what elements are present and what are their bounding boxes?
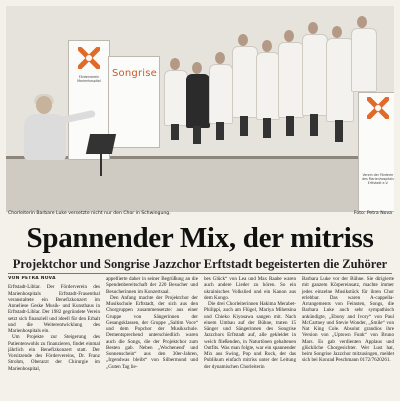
songrise-logo-text: Songrise (112, 68, 158, 79)
article-paragraph: appellierte daher in seiner Begrüßung an die Spendenbereitschaft der 220 Besucher und Besucherinnen im Konzertsaal. (106, 276, 198, 295)
article-byline: VON PETRA NOVA (8, 276, 56, 281)
music-stand-pole (100, 152, 102, 176)
article-column-1 (8, 276, 100, 398)
photo-credit: Foto: Petra Nova (353, 211, 392, 216)
foerderverein-logo-icon (78, 47, 100, 69)
photo-caption: Chorleiterin Barbare Luke versetzte nicht nur den Chor in Schwingung. (8, 211, 171, 216)
article-column-3 (204, 276, 296, 398)
article-paragraph: Um Projekte zur Steigerung des Patientenwohls zu finanzieren, findet einmal jährlich ein Benefizkonzert statt. Der Vorsitzende des Fördervereins, Dr. Franz Strohm, Oberarzt der Chirurgie im Marienhospital, (8, 334, 100, 372)
banner-right-text: Verein der Förderer des Marienhospitals Erftstadt e.V. (362, 173, 394, 185)
article-column-2 (106, 276, 198, 398)
article-paragraph: Erftstadt-Liblar. Der Förderverein des Marienhospitals Erftstadt-Frauenthal veranstaltete ein Benefizkonzert im Anneliese Geske Musik- und Kunsthaus in Erftstadt-Liblar. Der 1982 gegründete Verein setzt sich finanziell und ideell für den Erhalt und die Weiterentwicklung des Marienhospitals ein. (8, 284, 100, 334)
article-column-4 (302, 276, 394, 398)
article-paragraph: Den Anfang machte der Projektchor der Musikschule Erftstadt, der sich aus den Chorgruppen zusammensetzte: aus einer Gruppe von Sängerinnen der Gesangsklassen, der Gruppe „Saltim Voce“ und dem Popchor der Musikschule. Dementsprechend unterschiedlich waren auch die Songs, die der Projektchor zum Besten gab. Neben „Wochenend' und Sonnenschein“ aus den 30er-Jahren, „Irgendwas bleibt“ von Silbermond und „Guten Tag lie- (106, 294, 198, 370)
article-paragraph: bes Glück“ von Lea und Max Raabe waren auch andere Lieder zu hören. So ein ukrainisches Volkslied und ein Kanon aus dem Kongo. (204, 276, 296, 301)
foerderverein-logo-icon-right (367, 97, 389, 119)
article-subheadline: Projektchor und Songrise Jazzchor Erftstadt begeisterten die Zuhörer (12, 257, 388, 271)
banner-left-text: Förderverein Marienhospital (77, 75, 101, 83)
article-paragraph: Die drei Chorleiterinnen Hakima Merabet-Philippi, auch am Flügel, Mariya Mihetsina und Chieko Kiyosawa sangen mit. Nach einem Umbau auf der Bühne, traten 15 Sänger und Sängerinnen des Songrise Jazzchors Erftstadt auf, alle gekleidet in weich fließenden, in Naturtönen gehaltenen Outfits. Was man folgte, war ein spannender Mix aus Swing, Pop und Rock, der das Publikum einfach mitriss unter der Leitung der dynamischen Chorleiterin (204, 301, 296, 370)
banner-foerderverein-right (358, 92, 394, 212)
article-body (8, 276, 394, 398)
article-headline: Spannender Mix, der mitriss (26, 222, 374, 254)
article-paragraph: Barbara Luke vor der Bühne. Sie dirigierte mit ganzem Körpereinsatz, machte immer jedes einzelne Musikstück für ihren Chor erlebbar. Das waren A-cappella-Arrangements von Feinsten, Songs, die Barbara Luke auch sehr sympathisch ankündigte, „Ebony and Ivory“ von Paul McCartney und Stevie Wonder, „Smile“ von Nat King Cole. Absolut grandios ihre Version von „Uptown Funk“ von Bruno Mars. Es gab verdienten Applaus und glückliche Chorgesichter. Wer Lust hat, beim Songrise Jazzchor mitzusingen, meldet sich bei Konrad Peschmann 0172/7620261. (302, 276, 394, 364)
headline-rule (8, 273, 392, 274)
article-photo (6, 6, 394, 212)
music-stand (86, 134, 116, 154)
conductor-figure (18, 96, 70, 174)
